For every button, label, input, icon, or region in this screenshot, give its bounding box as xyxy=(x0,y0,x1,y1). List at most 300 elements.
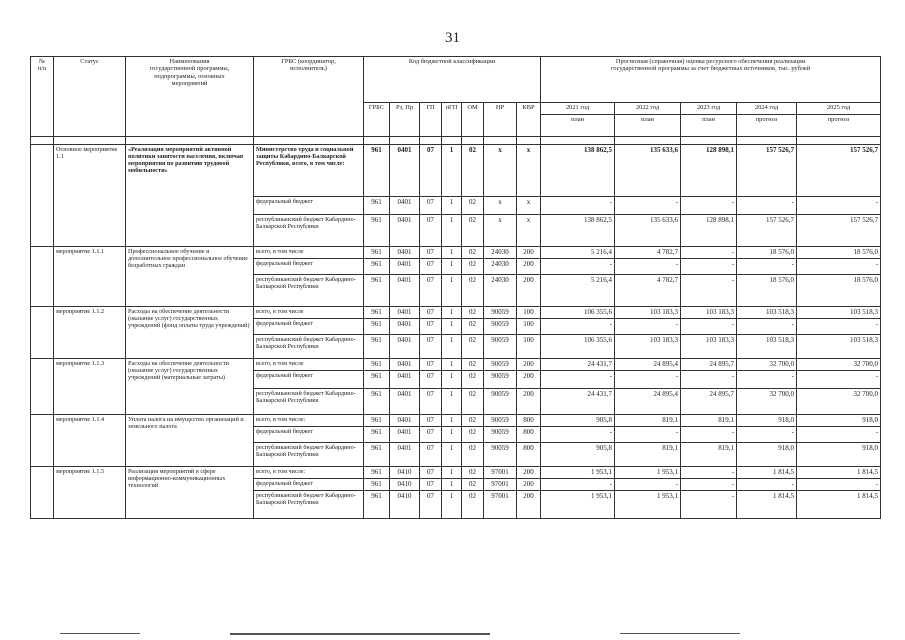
row-num xyxy=(31,415,54,467)
header-year-sub: план xyxy=(681,115,737,137)
row-code: 97001 xyxy=(484,491,517,519)
row-code: 02 xyxy=(462,491,484,519)
row-value: 32 700,0 xyxy=(797,359,881,371)
row-value: 103 518,3 xyxy=(797,307,881,319)
row-name: Расходы на обеспечение деятельности (оказание услуг) государственных учреждений (материальные затраты) xyxy=(126,359,254,415)
row-code: 961 xyxy=(364,491,390,519)
scan-edge-line xyxy=(230,633,490,635)
row-value: - xyxy=(737,427,797,443)
header-code-col: пГП xyxy=(442,103,462,137)
row-value: 135 633,6 xyxy=(615,145,681,197)
row-value: 103 518,3 xyxy=(737,307,797,319)
row-value: 18 576,0 xyxy=(797,275,881,307)
row-grbs: федеральный бюджет xyxy=(254,371,364,389)
spacer-cell xyxy=(364,137,390,145)
header-year: 2025 год xyxy=(797,103,881,115)
row-value: 106 355,6 xyxy=(541,307,615,319)
row-code: 200 xyxy=(517,371,541,389)
row-value: 138 862,5 xyxy=(541,215,615,247)
row-code: 07 xyxy=(420,247,442,259)
header-year-sub: план xyxy=(541,115,615,137)
row-grbs: федеральный бюджет xyxy=(254,259,364,275)
row-code: 1 xyxy=(442,319,462,335)
row-value: - xyxy=(615,479,681,491)
row-value: 128 898,1 xyxy=(681,215,737,247)
row-value: - xyxy=(681,427,737,443)
row-code: 02 xyxy=(462,371,484,389)
spacer-cell xyxy=(54,137,126,145)
row-value: 4 782,7 xyxy=(615,275,681,307)
header-status: Статус xyxy=(54,57,126,137)
row-value: - xyxy=(797,479,881,491)
row-code: 961 xyxy=(364,427,390,443)
row-value: 918,0 xyxy=(737,415,797,427)
header-code-col: ОМ xyxy=(462,103,484,137)
row-value: - xyxy=(797,197,881,215)
row-grbs: Министерство труда и социальной защиты Кабардино-Балкарской Республики, всего, в том числе: xyxy=(254,145,364,197)
row-value: 24 431,7 xyxy=(541,389,615,415)
row-value: 128 898,1 xyxy=(681,145,737,197)
row-value: 103 183,3 xyxy=(681,335,737,359)
row-value: - xyxy=(797,371,881,389)
row-grbs: республиканский бюджет Кабардино-Балкарской Республики xyxy=(254,215,364,247)
row-code: 0410 xyxy=(390,467,420,479)
row-grbs: республиканский бюджет Кабардино-Балкарской Республики xyxy=(254,275,364,307)
row-num xyxy=(31,307,54,359)
row-code: 961 xyxy=(364,479,390,491)
row-value: 905,8 xyxy=(541,415,615,427)
row-code: 07 xyxy=(420,275,442,307)
row-code: 0401 xyxy=(390,335,420,359)
header-code-col: НР xyxy=(484,103,517,137)
row-name: Уплата налога на имущество организаций и земельного налога xyxy=(126,415,254,467)
row-value: - xyxy=(737,319,797,335)
row-value: - xyxy=(681,467,737,479)
row-value: 1 814,5 xyxy=(737,491,797,519)
spacer-cell xyxy=(254,137,364,145)
row-code: 02 xyxy=(462,443,484,467)
row-code: 02 xyxy=(462,319,484,335)
row-grbs: федеральный бюджет xyxy=(254,319,364,335)
row-code: 200 xyxy=(517,491,541,519)
row-code: 24030 xyxy=(484,259,517,275)
row-code: 1 xyxy=(442,443,462,467)
row-code: 961 xyxy=(364,145,390,197)
row-code: 0401 xyxy=(390,275,420,307)
row-value: 4 782,7 xyxy=(615,247,681,259)
row-value: 24 895,4 xyxy=(615,389,681,415)
row-code: 90059 xyxy=(484,319,517,335)
row-code: 90059 xyxy=(484,427,517,443)
row-code: 90059 xyxy=(484,371,517,389)
table-row xyxy=(31,145,881,197)
header-year: 2021 год xyxy=(541,103,615,115)
row-value: - xyxy=(681,275,737,307)
row-code: 24030 xyxy=(484,247,517,259)
row-code: 0401 xyxy=(390,259,420,275)
row-name: Реализация мероприятий в сфере информационно-коммуникационных технологий xyxy=(126,467,254,519)
row-code: х xyxy=(517,197,541,215)
row-status: мероприятие 1.1.2 xyxy=(54,307,126,359)
row-code: 0401 xyxy=(390,197,420,215)
row-value: 1 814,5 xyxy=(797,491,881,519)
row-value: - xyxy=(737,371,797,389)
row-code: 1 xyxy=(442,259,462,275)
row-value: 24 895,7 xyxy=(681,359,737,371)
row-code: 1 xyxy=(442,371,462,389)
row-grbs: федеральный бюджет xyxy=(254,197,364,215)
row-grbs: республиканский бюджет Кабардино-Балкарской Республики xyxy=(254,491,364,519)
row-code: 07 xyxy=(420,479,442,491)
row-grbs: всего, в том числе xyxy=(254,359,364,371)
row-code: 200 xyxy=(517,275,541,307)
row-value: 18 576,0 xyxy=(797,247,881,259)
row-code: 961 xyxy=(364,197,390,215)
row-code: 100 xyxy=(517,319,541,335)
header-code-col: Рз, Пр xyxy=(390,103,420,137)
row-code: 100 xyxy=(517,335,541,359)
spacer-cell xyxy=(517,137,541,145)
row-code: 200 xyxy=(517,479,541,491)
row-code: 1 xyxy=(442,427,462,443)
row-value: 157 526,7 xyxy=(797,215,881,247)
row-code: 200 xyxy=(517,247,541,259)
row-code: 02 xyxy=(462,259,484,275)
row-value: 5 216,4 xyxy=(541,247,615,259)
row-value: 819,1 xyxy=(615,443,681,467)
row-value: - xyxy=(681,319,737,335)
row-code: 0410 xyxy=(390,491,420,519)
row-code: 1 xyxy=(442,415,462,427)
row-code: 97001 xyxy=(484,467,517,479)
row-grbs: федеральный бюджет xyxy=(254,427,364,443)
row-value: 1 814,5 xyxy=(797,467,881,479)
row-value: 18 576,0 xyxy=(737,275,797,307)
row-grbs: республиканский бюджет Кабардино-Балкарской Республики xyxy=(254,443,364,467)
row-value: 1 953,1 xyxy=(541,467,615,479)
row-code: 07 xyxy=(420,467,442,479)
row-code: 90059 xyxy=(484,307,517,319)
row-grbs: всего, в том числе: xyxy=(254,415,364,427)
row-code: 961 xyxy=(364,307,390,319)
spacer-cell xyxy=(420,137,442,145)
row-code: 1 xyxy=(442,335,462,359)
spacer-cell xyxy=(797,137,881,145)
row-name: «Реализация мероприятий активной политики занятости населения, включая мероприятия по развитию трудовой мобильности» xyxy=(126,145,254,247)
row-code: 961 xyxy=(364,215,390,247)
row-code: 800 xyxy=(517,427,541,443)
row-name: Расходы на обеспечение деятельности (оказание услуг) государственных учреждений (фонд оплаты труда учреждений) xyxy=(126,307,254,359)
row-value: 819,1 xyxy=(681,443,737,467)
row-code: 02 xyxy=(462,467,484,479)
row-code: 02 xyxy=(462,389,484,415)
row-code: 1 xyxy=(442,307,462,319)
row-value: 18 576,0 xyxy=(737,247,797,259)
row-num xyxy=(31,247,54,307)
row-value: 1 814,5 xyxy=(737,467,797,479)
row-code: 02 xyxy=(462,427,484,443)
row-value: 32 700,0 xyxy=(797,389,881,415)
header-year: 2022 год xyxy=(615,103,681,115)
row-status: мероприятие 1.1.5 xyxy=(54,467,126,519)
header-year-sub: план xyxy=(615,115,681,137)
spacer-cell xyxy=(484,137,517,145)
page-number: 31 xyxy=(445,30,460,46)
scan-edge-line xyxy=(60,633,140,634)
row-code: 02 xyxy=(462,415,484,427)
row-code: х xyxy=(484,197,517,215)
spacer-cell xyxy=(737,137,797,145)
table-row xyxy=(31,307,881,319)
row-code: 02 xyxy=(462,307,484,319)
row-grbs: всего, в том числе xyxy=(254,247,364,259)
table-row xyxy=(31,359,881,371)
row-code: 07 xyxy=(420,197,442,215)
header-code-col: ГРБС xyxy=(364,103,390,137)
row-code: 200 xyxy=(517,389,541,415)
row-code: 961 xyxy=(364,247,390,259)
row-value: - xyxy=(737,479,797,491)
row-code: 07 xyxy=(420,491,442,519)
row-value: 24 431,7 xyxy=(541,359,615,371)
header-forecast-group: Прогнозная (справочная) оценка ресурсного обеспечения реализации государственной программы за счет бюджетных источников, тыс. рублей xyxy=(541,57,881,103)
row-value: - xyxy=(737,259,797,275)
row-code: 0401 xyxy=(390,215,420,247)
row-value: - xyxy=(615,427,681,443)
header-year-sub: прогноз xyxy=(797,115,881,137)
row-num xyxy=(31,359,54,415)
row-code: 97001 xyxy=(484,479,517,491)
row-code: 07 xyxy=(420,307,442,319)
row-value: - xyxy=(737,197,797,215)
row-value: 1 953,1 xyxy=(615,467,681,479)
row-code: 1 xyxy=(442,467,462,479)
scan-edge-line xyxy=(620,633,740,634)
row-value: 135 633,6 xyxy=(615,215,681,247)
spacer-cell xyxy=(442,137,462,145)
row-status: Основное мероприятие 1.1 xyxy=(54,145,126,247)
row-code: 07 xyxy=(420,145,442,197)
row-value: 157 526,7 xyxy=(797,145,881,197)
spacer-cell xyxy=(681,137,737,145)
row-code: 1 xyxy=(442,275,462,307)
row-code: х xyxy=(517,145,541,197)
row-value: - xyxy=(615,371,681,389)
row-value: - xyxy=(541,319,615,335)
row-value: - xyxy=(615,259,681,275)
row-code: х xyxy=(484,145,517,197)
row-code: 02 xyxy=(462,479,484,491)
row-grbs: федеральный бюджет xyxy=(254,479,364,491)
row-code: 1 xyxy=(442,145,462,197)
row-code: 07 xyxy=(420,335,442,359)
row-code: 800 xyxy=(517,443,541,467)
resource-table xyxy=(30,56,881,519)
header-code-group: Код бюджетной классификации xyxy=(364,57,541,103)
header-year-sub: прогноз xyxy=(737,115,797,137)
row-code: 90059 xyxy=(484,415,517,427)
row-code: 02 xyxy=(462,247,484,259)
row-value: - xyxy=(541,427,615,443)
row-code: 1 xyxy=(442,197,462,215)
row-code: 07 xyxy=(420,415,442,427)
row-value: - xyxy=(797,259,881,275)
spacer-cell xyxy=(31,137,54,145)
row-code: 07 xyxy=(420,359,442,371)
row-code: 200 xyxy=(517,259,541,275)
row-code: 90059 xyxy=(484,389,517,415)
row-code: 961 xyxy=(364,275,390,307)
row-grbs: республиканский бюджет Кабардино-Балкарской Республики xyxy=(254,389,364,415)
row-value: 138 862,5 xyxy=(541,145,615,197)
row-value: 1 953,1 xyxy=(541,491,615,519)
row-value: 24 895,4 xyxy=(615,359,681,371)
row-code: 0401 xyxy=(390,389,420,415)
row-code: 02 xyxy=(462,335,484,359)
row-code: 0401 xyxy=(390,145,420,197)
row-value: 1 953,1 xyxy=(615,491,681,519)
row-code: 90059 xyxy=(484,335,517,359)
row-value: 24 895,7 xyxy=(681,389,737,415)
row-code: 961 xyxy=(364,415,390,427)
row-grbs: всего, в том числе: xyxy=(254,467,364,479)
row-value: 905,8 xyxy=(541,443,615,467)
row-code: 02 xyxy=(462,197,484,215)
table-row xyxy=(31,247,881,259)
row-code: 1 xyxy=(442,389,462,415)
row-code: 0401 xyxy=(390,371,420,389)
row-code: 0401 xyxy=(390,443,420,467)
row-value: - xyxy=(541,479,615,491)
row-code: 800 xyxy=(517,415,541,427)
row-value: 32 700,0 xyxy=(737,389,797,415)
row-value: - xyxy=(681,491,737,519)
row-value: - xyxy=(681,371,737,389)
row-code: 1 xyxy=(442,359,462,371)
row-code: 961 xyxy=(364,335,390,359)
row-code: 07 xyxy=(420,259,442,275)
row-code: 02 xyxy=(462,359,484,371)
row-code: 0401 xyxy=(390,307,420,319)
row-code: 07 xyxy=(420,389,442,415)
spacer-cell xyxy=(390,137,420,145)
row-code: 02 xyxy=(462,275,484,307)
row-value: - xyxy=(681,479,737,491)
row-code: 961 xyxy=(364,259,390,275)
row-code: 07 xyxy=(420,427,442,443)
row-value: 157 526,7 xyxy=(737,215,797,247)
row-value: - xyxy=(615,197,681,215)
row-status: мероприятие 1.1.4 xyxy=(54,415,126,467)
table-row xyxy=(31,467,881,479)
row-value: - xyxy=(541,371,615,389)
row-value: 918,0 xyxy=(737,443,797,467)
spacer-cell xyxy=(615,137,681,145)
header-name: Наименования государственной программы, подпрограммы, основных мероприятий xyxy=(126,57,254,137)
row-code: 961 xyxy=(364,467,390,479)
row-status: мероприятие 1.1.3 xyxy=(54,359,126,415)
row-code: 961 xyxy=(364,443,390,467)
spacer-cell xyxy=(541,137,615,145)
row-value: 103 183,3 xyxy=(615,335,681,359)
row-code: 100 xyxy=(517,307,541,319)
row-value: 819,1 xyxy=(615,415,681,427)
row-code: 1 xyxy=(442,247,462,259)
row-code: 0401 xyxy=(390,427,420,443)
row-value: 103 518,3 xyxy=(797,335,881,359)
row-num xyxy=(31,467,54,519)
row-code: 961 xyxy=(364,359,390,371)
row-code: 07 xyxy=(420,319,442,335)
spacer-cell xyxy=(126,137,254,145)
row-value: - xyxy=(541,259,615,275)
row-code: 24030 xyxy=(484,275,517,307)
row-value: 103 183,3 xyxy=(681,307,737,319)
row-grbs: республиканский бюджет Кабардино-Балкарской Республики xyxy=(254,335,364,359)
row-value: - xyxy=(615,319,681,335)
row-code: 90059 xyxy=(484,443,517,467)
row-code: 961 xyxy=(364,371,390,389)
row-code: х xyxy=(517,215,541,247)
table-row xyxy=(31,415,881,427)
row-value: 106 355,6 xyxy=(541,335,615,359)
row-code: 07 xyxy=(420,215,442,247)
row-code: 07 xyxy=(420,371,442,389)
header-year: 2024 год xyxy=(737,103,797,115)
row-grbs: всего, в том числе xyxy=(254,307,364,319)
row-code: 07 xyxy=(420,443,442,467)
row-num xyxy=(31,145,54,247)
row-code: 90059 xyxy=(484,359,517,371)
row-value: - xyxy=(681,259,737,275)
row-code: 0401 xyxy=(390,247,420,259)
row-code: 1 xyxy=(442,215,462,247)
row-value: 32 700,0 xyxy=(737,359,797,371)
row-code: х xyxy=(484,215,517,247)
row-name: Профессиональное обучение и дополнительное профессиональное обучение безработных граждан xyxy=(126,247,254,307)
row-value: - xyxy=(541,197,615,215)
row-value: 157 526,7 xyxy=(737,145,797,197)
row-value: 5 216,4 xyxy=(541,275,615,307)
spacer-cell xyxy=(462,137,484,145)
row-code: 0401 xyxy=(390,415,420,427)
row-code: 961 xyxy=(364,389,390,415)
row-status: мероприятие 1.1.1 xyxy=(54,247,126,307)
row-value: 103 518,3 xyxy=(737,335,797,359)
row-code: 1 xyxy=(442,479,462,491)
row-code: 0410 xyxy=(390,479,420,491)
header-code-col: КВР xyxy=(517,103,541,137)
header-grbs: ГРБС (координатор, исполнитель) xyxy=(254,57,364,137)
row-value: 918,0 xyxy=(797,443,881,467)
row-code: 200 xyxy=(517,467,541,479)
row-code: 200 xyxy=(517,359,541,371)
row-code: 961 xyxy=(364,319,390,335)
row-value: - xyxy=(681,247,737,259)
row-code: 02 xyxy=(462,215,484,247)
header-code-col: ГП xyxy=(420,103,442,137)
row-code: 0401 xyxy=(390,359,420,371)
row-value: - xyxy=(797,319,881,335)
row-value: 819,1 xyxy=(681,415,737,427)
header-year: 2023 год xyxy=(681,103,737,115)
row-value: - xyxy=(681,197,737,215)
row-value: 103 183,3 xyxy=(615,307,681,319)
header-num: № п/п xyxy=(31,57,54,137)
row-value: - xyxy=(797,427,881,443)
row-code: 02 xyxy=(462,145,484,197)
row-code: 0401 xyxy=(390,319,420,335)
